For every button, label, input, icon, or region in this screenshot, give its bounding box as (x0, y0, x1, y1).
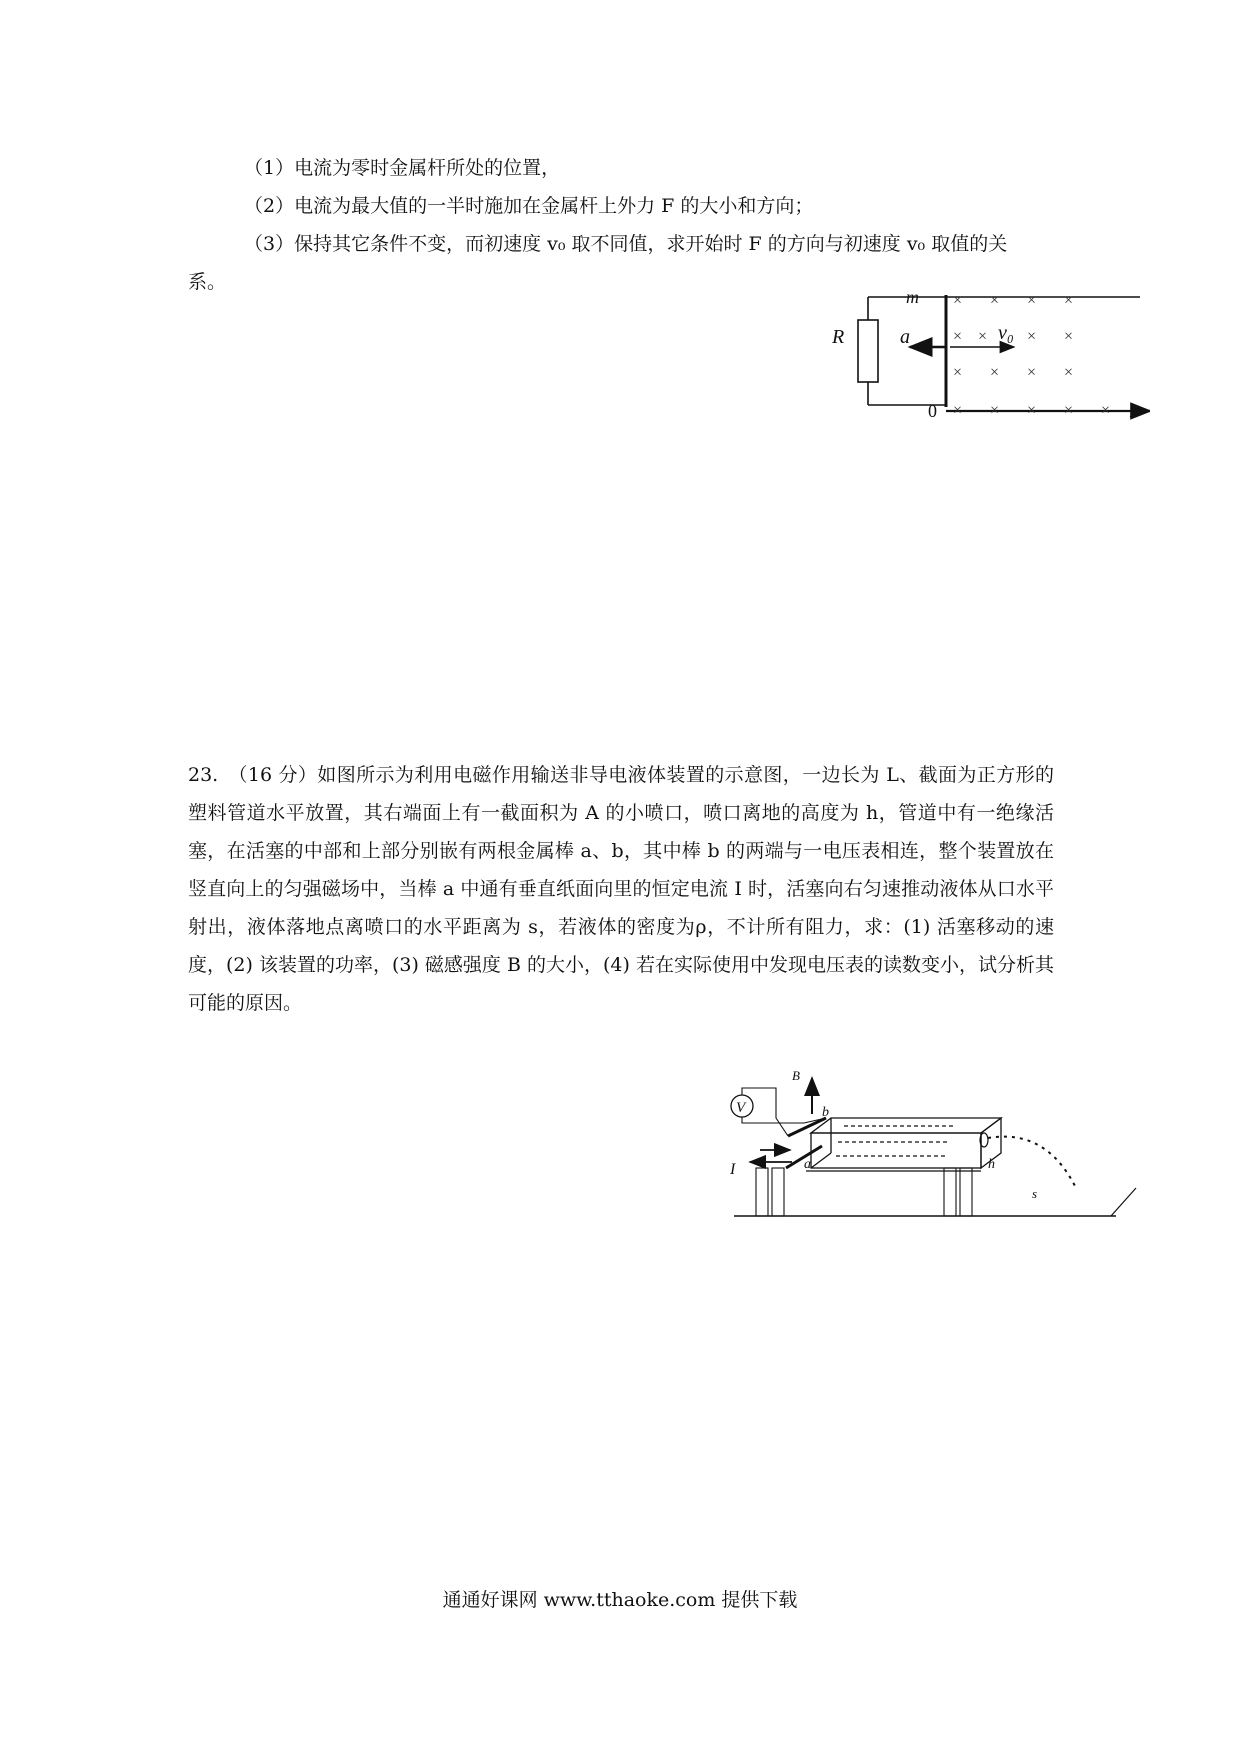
field-mark: × (990, 364, 1000, 381)
rod-b-label: b (822, 1105, 829, 1120)
field-mark: × (990, 402, 1000, 419)
field-mark: × (1027, 364, 1037, 381)
x-axis-label: x (1130, 404, 1138, 421)
q22-item-2: （2）电流为最大值的一半时施加在金属杆上外力 F 的大小和方向； (244, 195, 814, 217)
field-mark: × (990, 292, 1000, 309)
rod-label-m: m (906, 287, 919, 307)
voltmeter-wire-bottom (742, 1117, 826, 1123)
distance-label: s (1032, 1186, 1038, 1201)
q22-item-3-continued: 系。 (188, 271, 227, 293)
rail-circuit-figure (820, 285, 1150, 435)
field-mark: × (1064, 328, 1074, 345)
origin-label: 0 (928, 401, 937, 421)
field-mark: × (1064, 292, 1074, 309)
em-pump-figure (726, 1058, 1166, 1228)
field-mark: × (953, 364, 963, 381)
current-label: I (730, 1161, 736, 1178)
field-mark: × (1064, 364, 1074, 381)
q22-item-3: （3）保持其它条件不变，而初速度 v₀ 取不同值，求开始时 F 的方向与初速度 v₀ 取值的关 (244, 233, 1008, 255)
height-label: h (988, 1157, 995, 1172)
field-mark: × (978, 328, 988, 345)
field-mark: × (1101, 402, 1111, 419)
field-mark: × (1027, 402, 1037, 419)
support-legs (756, 1168, 972, 1216)
velocity-label: v₀ (998, 322, 1014, 344)
magnetic-field-into-page (953, 292, 1110, 419)
b-field-label: B (792, 1068, 800, 1083)
field-mark: × (953, 328, 963, 345)
voltmeter-wire-top (742, 1088, 788, 1136)
liquid-dashes (836, 1126, 954, 1156)
field-mark: × (1027, 328, 1037, 345)
q22-item-1: （1）电流为零时金属杆所处的位置， (244, 157, 561, 179)
resistor (858, 320, 878, 382)
field-mark: × (953, 402, 963, 419)
rod-a-label: a (804, 1157, 811, 1172)
q23-text: 23. （16 分）如图所示为利用电磁作用输送非导电液体装置的示意图，一边长为 L、截面为正方形的塑料管道水平放置，其右端面上有一截面积为 A 的小喷口，喷口离地的高度为 h，管道中有一绝缘活塞，在活塞的中部和上部分别嵌有两根金属棒 a、b，其中棒 b 的两端与一电压表相连，整个装置放在竖直向上的匀强磁场中，当棒 a 中通有垂直纸面向里的恒定电流 I 时，活塞向右匀速推动液体从口水平射出，液体落地点离喷口的水平距离为 s，若液体的密度为ρ，不计所有阻力，求：(1) 活塞移动的速度，(2) 该装置的功率，(3) 磁感强度 B 的大小，(4) 若在实际使用中发现电压表的读数变小，试分析其可能的原因。 (188, 764, 1054, 1014)
label-a: a (900, 326, 910, 348)
resistor-label: R (832, 326, 845, 348)
field-mark: × (1027, 292, 1037, 309)
voltmeter-label: V (736, 1100, 746, 1116)
page-footer: 通通好课网 www.tthaoke.com 提供下载 (442, 1589, 798, 1611)
field-mark: × (1064, 402, 1074, 419)
field-mark: × (953, 292, 963, 309)
ground-slope (1111, 1188, 1136, 1216)
